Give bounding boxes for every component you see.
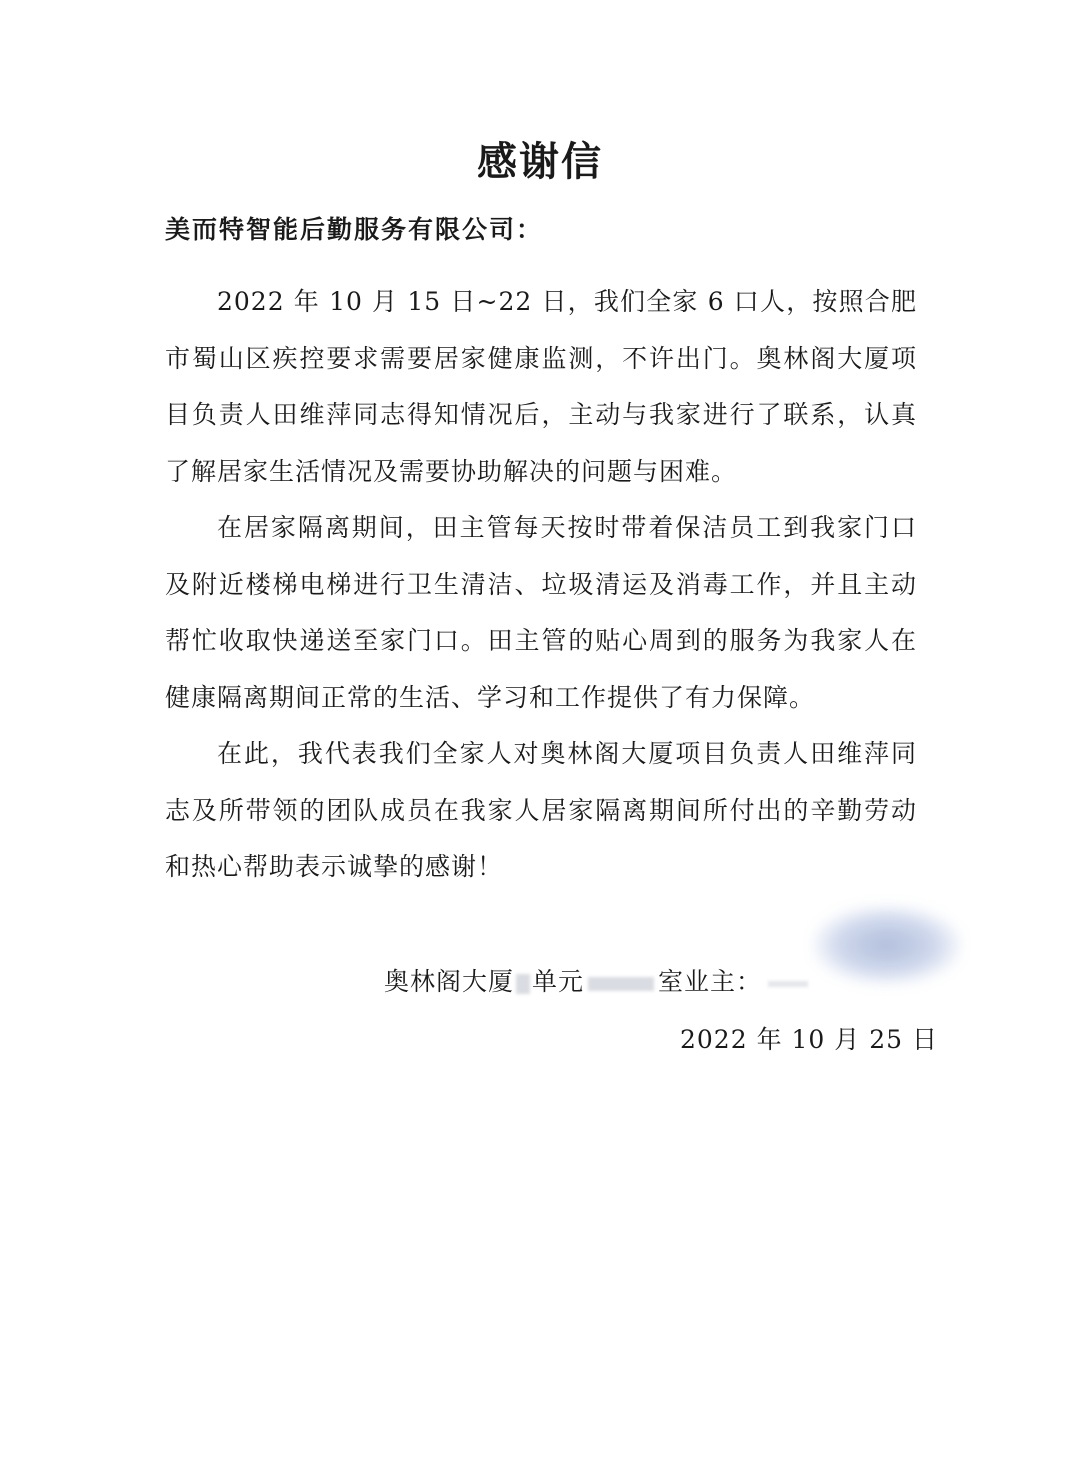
letter-date: 2022 年 10 月 25 日 xyxy=(680,1025,938,1054)
signature-line xyxy=(384,962,808,998)
letter-salutation: 美而特智能后勤服务有限公司： xyxy=(165,215,544,244)
body-paragraph: 2022 年 10 月 15 日~22 日，我们全家 6 口人，按照合肥市蜀山区疾控要求需要居家健康监测，不许出门。奥林阁大厦项目负责人田维萍同志得知情况后，主动与我家进行了联系，认真了解居家生活情况及需要协助解决的问题与困难。 xyxy=(165,287,917,486)
redacted-owner-name xyxy=(768,981,808,987)
redacted-signature xyxy=(812,905,962,985)
body-paragraph: 在居家隔离期间，田主管每天按时带着保洁员工到我家门口及附近楼梯电梯进行卫生清洁、垃圾清运及消毒工作，并且主动帮忙收取快递送至家门口。田主管的贴心周到的服务为我家人在健康隔离期间正常的生活、学习和工作提供了有力保障。 xyxy=(165,513,917,712)
signature-building: 奥林阁大厦 xyxy=(384,967,515,996)
letter-title: 感谢信 xyxy=(477,139,603,185)
redacted-building-number xyxy=(516,974,530,994)
signature-unit: 单元 xyxy=(532,967,585,996)
redacted-room-number xyxy=(588,977,654,991)
signature-owner: 室业主： xyxy=(658,967,763,996)
body-paragraph: 在此，我代表我们全家人对奥林阁大厦项目负责人田维萍同志及所带领的团队成员在我家人居家隔离期间所付出的辛勤劳动和热心帮助表示诚挚的感谢！ xyxy=(165,739,917,881)
letter-body xyxy=(165,274,917,896)
